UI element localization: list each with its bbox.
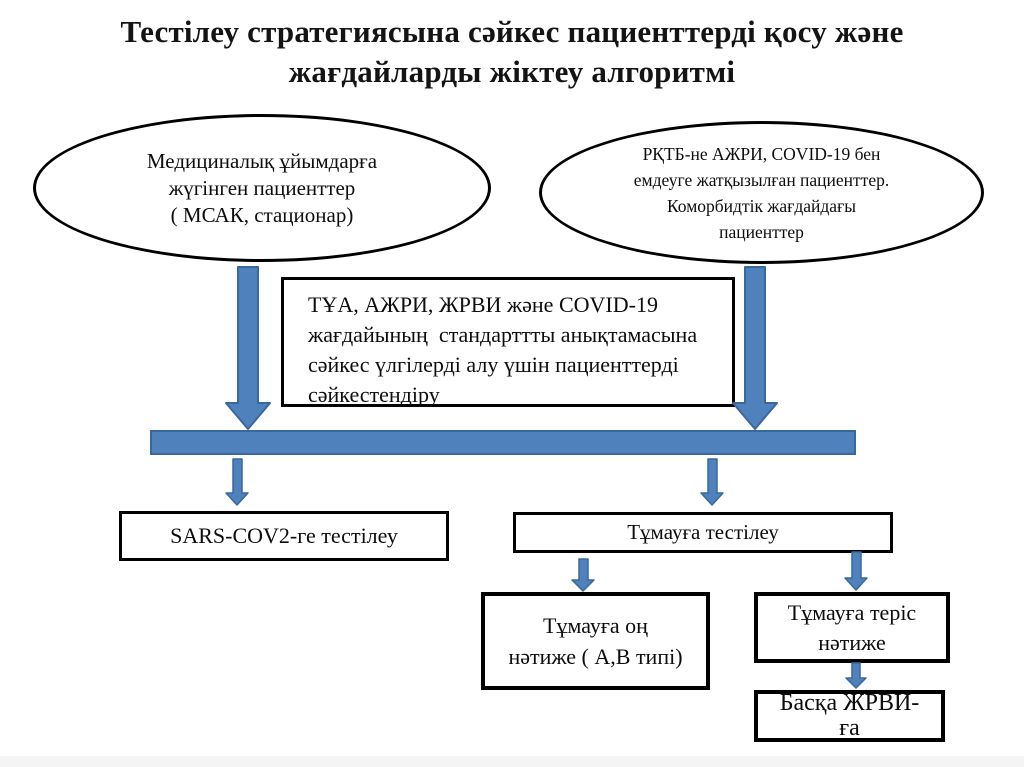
down-arrow-icon bbox=[700, 458, 724, 506]
node-text-line: сәйкестендіру bbox=[308, 382, 440, 407]
down-arrow-icon bbox=[571, 558, 595, 592]
node-text-line: жағдайының стандарттты анықтамасына bbox=[308, 322, 698, 347]
down-arrow-icon bbox=[225, 458, 249, 506]
node-text-line: SARS-COV2-ге тестілеу bbox=[170, 523, 398, 548]
node-text-line: Басқа ЖРВИ- bbox=[779, 690, 920, 716]
node-text-line: ТҰА, АЖРИ, ЖРВИ және COVID-19 bbox=[308, 292, 658, 317]
node-text-line: Коморбидтік жағдайдағы bbox=[666, 195, 857, 216]
node-patients-hospitalized bbox=[539, 121, 984, 264]
node-text-line: Тұмауға оң bbox=[543, 613, 648, 638]
node-text-line: Тұмауға тестілеу bbox=[627, 520, 779, 544]
node-text-line: РҚТБ-не АЖРИ, COVID-19 бен bbox=[642, 143, 881, 164]
node-sars-cov2-testing bbox=[119, 511, 449, 561]
node-text-line: сәйкес үлгілерді алу үшін пациенттерді bbox=[308, 352, 679, 377]
node-case-definition-criteria bbox=[281, 277, 735, 407]
page-title-line2: жағдайларды жіктеу алгоритмі bbox=[288, 54, 736, 89]
node-text-line: жүгінген пациенттер bbox=[168, 175, 356, 200]
node-text-line: Тұмауға теріс bbox=[787, 599, 917, 625]
node-text-line: ға bbox=[839, 715, 860, 741]
page-title-line1: Тестілеу стратегиясына сәйкес пациенттерді қосу және bbox=[120, 14, 904, 49]
node-flu-positive-result bbox=[481, 592, 710, 690]
down-arrow-icon bbox=[845, 662, 867, 690]
page-title bbox=[0, 12, 1024, 92]
node-flu-testing bbox=[513, 512, 893, 553]
node-text-line: нәтиже ( А,В типі) bbox=[508, 644, 683, 669]
down-arrow-icon bbox=[844, 551, 868, 591]
node-other-arvi bbox=[754, 690, 945, 742]
node-text-line: емдеуге жатқызылған пациенттер. bbox=[633, 169, 890, 190]
down-arrow-icon bbox=[732, 266, 778, 430]
node-text-line: нәтиже bbox=[818, 629, 886, 655]
node-text-line: ( МСАК, стационар) bbox=[170, 202, 354, 227]
node-flu-negative-result bbox=[754, 592, 950, 663]
node-patients-medical-orgs bbox=[33, 114, 491, 262]
down-arrow-icon bbox=[225, 266, 271, 430]
connector-bar bbox=[150, 430, 856, 455]
node-text-line: Медициналық ұйымдарға bbox=[146, 148, 378, 173]
footer-strip bbox=[0, 756, 1024, 767]
node-text-line: пациенттер bbox=[719, 221, 804, 242]
